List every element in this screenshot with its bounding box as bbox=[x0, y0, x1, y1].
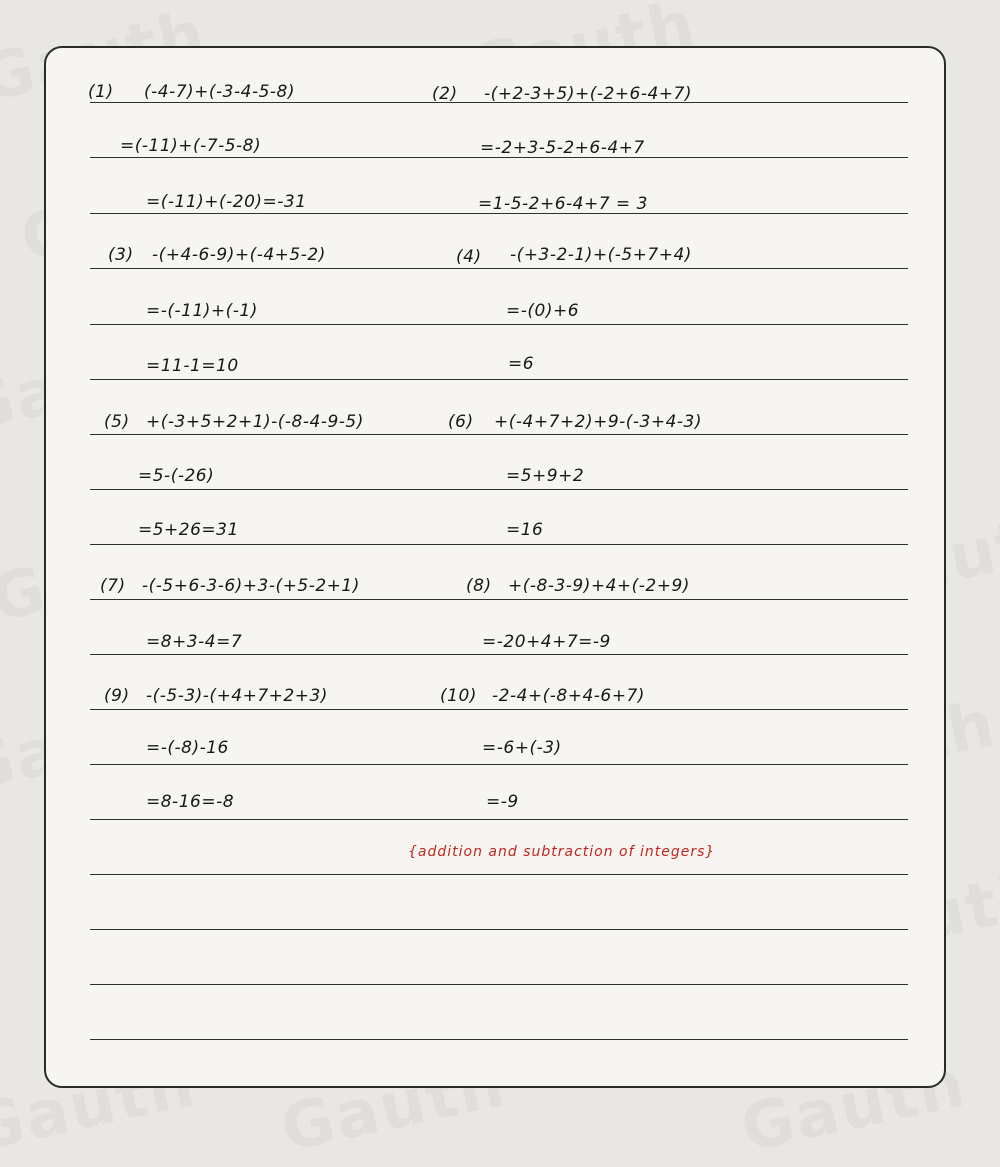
ruled-line bbox=[90, 874, 908, 875]
solution-step: =-2+3-5-2+6-4+7 bbox=[480, 138, 645, 158]
solution-step: =11-1=10 bbox=[146, 356, 239, 376]
problem-number: (7) bbox=[100, 576, 126, 596]
solution-step: =-20+4+7=-9 bbox=[482, 632, 611, 652]
solution-step: =(-11)+(-7-5-8) bbox=[120, 136, 262, 156]
solution-step: =(-11)+(-20)=-31 bbox=[146, 192, 307, 212]
solution-step: =-9 bbox=[486, 792, 519, 812]
solution-step: =8+3-4=7 bbox=[146, 632, 243, 652]
ruled-line bbox=[90, 544, 908, 545]
ruled-line bbox=[90, 324, 908, 325]
problem-expression: (-4-7)+(-3-4-5-8) bbox=[144, 82, 295, 102]
ruled-line bbox=[90, 764, 908, 765]
problem-number: (1) bbox=[88, 82, 114, 102]
solution-step: =-6+(-3) bbox=[482, 738, 562, 758]
ruled-line bbox=[90, 929, 908, 930]
solution-step: =-(0)+6 bbox=[506, 301, 580, 321]
solution-step: =8-16=-8 bbox=[146, 792, 235, 812]
problem-number: (9) bbox=[104, 686, 130, 706]
solution-step: =5+26=31 bbox=[138, 520, 239, 540]
problem-expression: -(+3-2-1)+(-5+7+4) bbox=[510, 245, 692, 265]
solution-step: =1-5-2+6-4+7 = 3 bbox=[478, 194, 648, 214]
problem-number: (3) bbox=[108, 245, 134, 265]
problem-number: (8) bbox=[466, 576, 492, 596]
problem-expression: +(-4+7+2)+9-(-3+4-3) bbox=[494, 412, 702, 432]
problem-number: (10) bbox=[440, 686, 477, 706]
ruled-line bbox=[90, 984, 908, 985]
solution-step: =-(-8)-16 bbox=[146, 738, 229, 758]
ruled-line bbox=[90, 599, 908, 600]
solution-step: =5-(-26) bbox=[138, 466, 215, 486]
ruled-line bbox=[90, 1039, 908, 1040]
lined-paper-sheet bbox=[44, 46, 946, 1088]
problem-expression: +(-8-3-9)+4+(-2+9) bbox=[508, 576, 690, 596]
problem-expression: -2-4+(-8+4-6+7) bbox=[492, 686, 645, 706]
problem-number: (4) bbox=[456, 247, 482, 267]
problem-number: (2) bbox=[432, 84, 458, 104]
ruled-line bbox=[90, 709, 908, 710]
topic-annotation: {addition and subtraction of integers} bbox=[408, 844, 716, 860]
problem-expression: -(+2-3+5)+(-2+6-4+7) bbox=[484, 84, 692, 104]
problem-expression: +(-3+5+2+1)-(-8-4-9-5) bbox=[146, 412, 364, 432]
ruled-line bbox=[90, 434, 908, 435]
problem-expression: -(-5-3)-(+4+7+2+3) bbox=[146, 686, 328, 706]
problem-number: (5) bbox=[104, 412, 130, 432]
ruled-line bbox=[90, 268, 908, 269]
ruled-line bbox=[90, 819, 908, 820]
ruled-line bbox=[90, 654, 908, 655]
solution-step: =5+9+2 bbox=[506, 466, 585, 486]
problem-expression: -(-5+6-3-6)+3-(+5-2+1) bbox=[142, 576, 360, 596]
solution-step: =-(-11)+(-1) bbox=[146, 301, 258, 321]
ruled-line bbox=[90, 379, 908, 380]
problem-number: (6) bbox=[448, 412, 474, 432]
ruled-line bbox=[90, 489, 908, 490]
solution-step: =16 bbox=[506, 520, 544, 540]
solution-step: =6 bbox=[508, 354, 535, 374]
problem-expression: -(+4-6-9)+(-4+5-2) bbox=[152, 245, 326, 265]
